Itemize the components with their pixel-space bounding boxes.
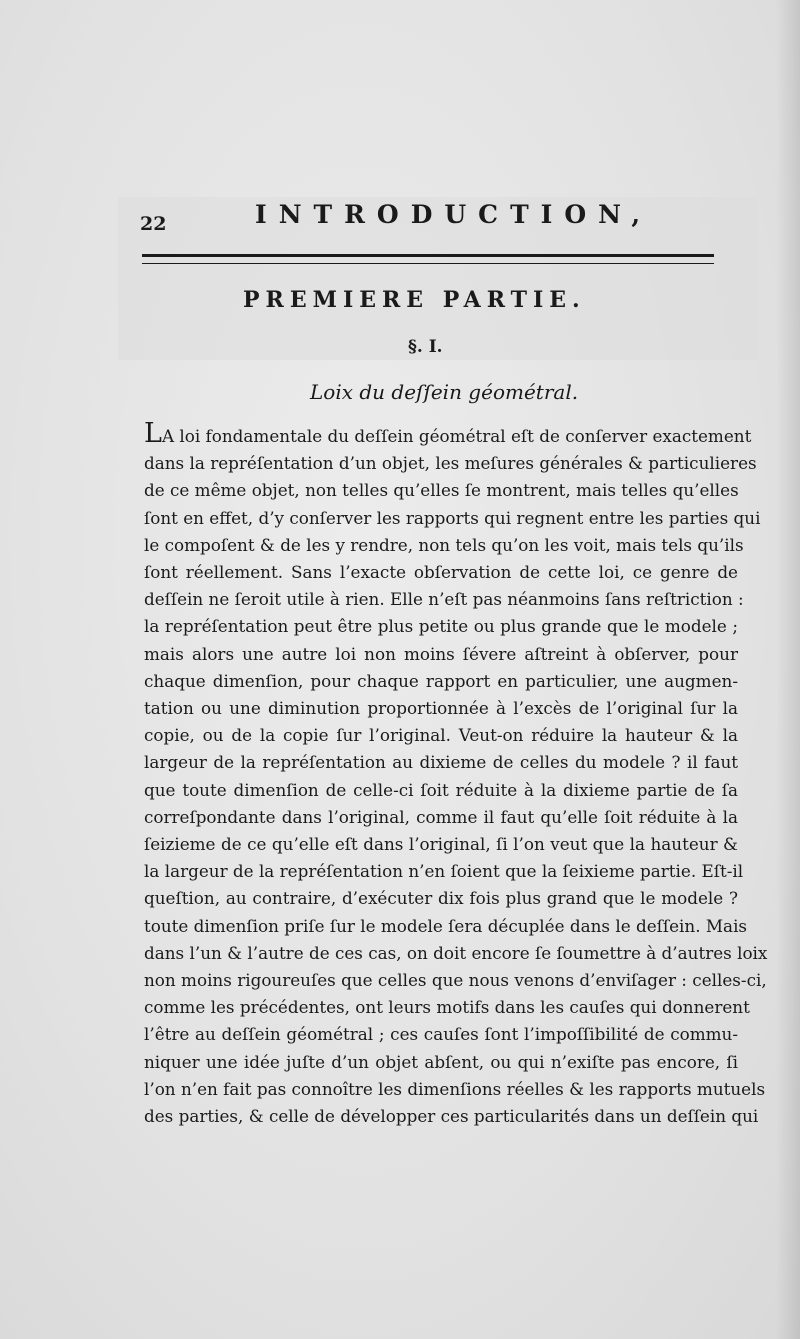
first-line-text: A loi fondamentale du deſſein géométral eſt de conſerver exactement: [161, 426, 752, 446]
body-line: tation ou une diminution proportionnée à l’excès de l’original ſur la: [144, 698, 738, 719]
part-title: PREMIERE PARTIE.: [243, 287, 586, 313]
body-line: l’on n’en fait pas connoître les dimenſions réelles & les rapports mutuels: [144, 1078, 766, 1099]
body-line: de ce même objet, non telles qu’elles ſe montrent, mais telles qu’elles: [144, 480, 739, 501]
section-mark: §. I.: [408, 337, 443, 357]
body-line: ſeizieme de ce qu’elle eſt dans l’original, ſi l’on veut que la hauteur &: [144, 834, 738, 855]
body-line: non moins rigoureuſes que celles que nous venons d’enviſager : celles-ci,: [144, 970, 767, 991]
body-line: chaque dimenſion, pour chaque rapport en particulier, une augmen-: [144, 670, 738, 691]
header-rule-thick: [142, 254, 714, 257]
body-line: la repréſentation peut être plus petite ou plus grande que le modele ;: [144, 616, 738, 637]
body-line: deſſein ne ſeroit utile à rien. Elle n’eſt pas néanmoins ſans reſtriction :: [144, 589, 744, 610]
body-line: toute dimenſion priſe ſur le modele ſera décuplée dans le deſſein. Mais: [144, 915, 748, 936]
running-title: INTRODUCTION,: [255, 200, 653, 229]
body-line: largeur de la repréſentation au dixieme de celles du modele ? il faut: [144, 752, 738, 773]
body-line: ſont réellement. Sans l’exacte obſervation de cette loi, ce genre de: [144, 562, 738, 583]
body-line: que toute dimenſion de celle-ci ſoit réduite à la dixieme partie de ſa: [144, 779, 738, 800]
drop-cap: L: [144, 418, 162, 449]
body-text: [144, 418, 768, 1130]
body-line: queſtion, au contraire, d’exécuter dix fois plus grand que le modele ?: [144, 888, 738, 909]
body-line: copie, ou de la copie ſur l’original. Veut-on réduire la hauteur & la: [144, 725, 738, 746]
body-line: dans l’un & l’autre de ces cas, on doit encore ſe ſoumettre à d’autres loix: [144, 942, 768, 963]
page-number: 22: [140, 213, 167, 235]
section-heading: Loix du deſſein géométral.: [310, 380, 579, 404]
body-line: correſpondante dans l’original, comme il faut qu’elle ſoit réduite à la: [144, 806, 738, 827]
body-line: l’être au deſſein géométral ; ces cauſes ſont l’impoſſibilité de commu-: [144, 1024, 738, 1045]
body-line: [144, 418, 752, 450]
body-line: mais alors une autre loi non moins ſévere aſtreint à obſerver, pour: [144, 643, 738, 664]
body-line: niquer une idée juſte d’un objet abſent, ou qui n’exiſte pas encore, ſi: [144, 1051, 738, 1072]
body-lines: [144, 450, 768, 1130]
header-rule-thin: [142, 263, 714, 264]
body-line: le compoſent & de les y rendre, non tels qu’on les voit, mais tels qu’ils: [144, 534, 744, 555]
body-line: dans la repréſentation d’un objet, les meſures générales & particulieres: [144, 453, 757, 474]
body-line: la largeur de la repréſentation n’en ſoient que la ſeixieme partie. Eſt-il: [144, 861, 744, 882]
body-line: ſont en effet, d’y conſerver les rapports qui regnent entre les parties qui: [144, 507, 761, 528]
body-line: des parties, & celle de développer ces particularités dans un deſſein qui: [144, 1106, 759, 1127]
page-edge-shadow: [776, 0, 800, 1339]
body-line: comme les précédentes, ont leurs motifs dans les cauſes qui donnerent: [144, 997, 750, 1018]
